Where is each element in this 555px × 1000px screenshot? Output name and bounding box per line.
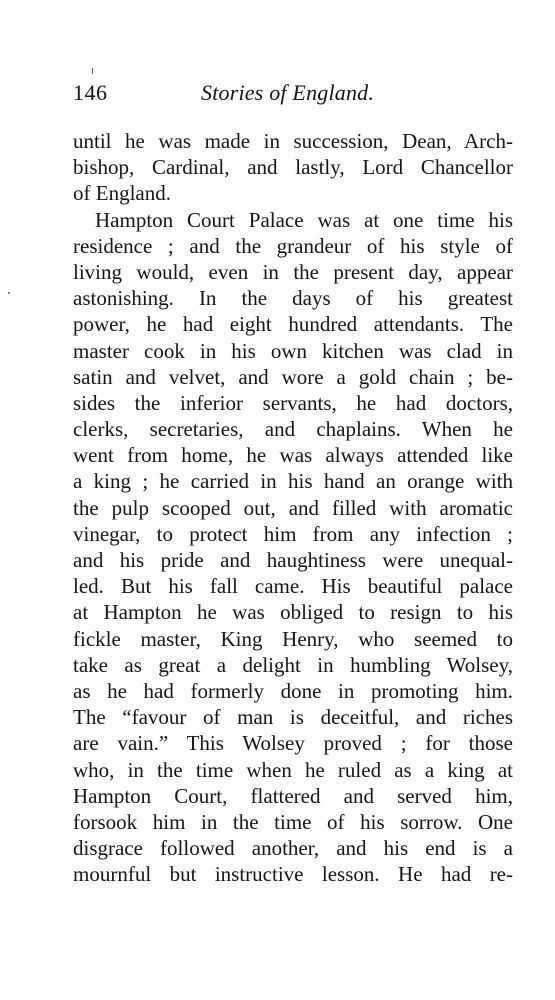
body-text <box>73 128 513 887</box>
text-line: clerks, secretaries, and chaplains. When he <box>73 417 513 442</box>
paper-speck <box>8 292 10 294</box>
text-line: fickle master, King Henry, who seemed to <box>73 626 513 651</box>
text-line: residence ; and the grandeur of his style of <box>73 233 513 258</box>
text-line: Hampton Court, flattered and served him, <box>73 783 513 808</box>
text-line: forsook him in the time of his sorrow. One <box>73 809 513 834</box>
text-line: went from home, he was always attended like <box>73 443 513 468</box>
text-line: satin and velvet, and wore a gold chain ; be- <box>73 364 513 389</box>
text-line: vinegar, to protect him from any infection ; <box>73 521 513 546</box>
text-line: who, in the time when he ruled as a king at <box>73 757 513 782</box>
text-line: as he had formerly done in promoting him. <box>73 678 513 703</box>
paper-speck <box>92 68 93 74</box>
text-line: and his pride and haughtiness were unequal- <box>73 548 513 572</box>
page-number: 146 <box>73 80 108 105</box>
text-line: Hampton Court Palace was at one time his <box>95 207 513 232</box>
text-line: mournful but instructive lesson. He had re- <box>73 862 513 887</box>
text-line: of England. <box>73 181 171 206</box>
text-line: led. But his fall came. His beautiful palace <box>73 574 513 599</box>
text-line: take as great a delight in humbling Wolsey, <box>73 652 513 677</box>
running-title: Stories of England. <box>201 80 375 105</box>
text-line: at Hampton he was obliged to resign to his <box>73 600 513 625</box>
text-line: The “favour of man is deceitful, and riches <box>73 705 513 730</box>
text-line: disgrace followed another, and his end is a <box>73 836 513 861</box>
text-line: the pulp scooped out, and filled with aromatic <box>73 495 513 520</box>
text-line: sides the inferior servants, he had doctors, <box>73 390 513 415</box>
text-line: bishop, Cardinal, and lastly, Lord Chancellor <box>73 155 513 180</box>
text-line: are vain.” This Wolsey proved ; for those <box>73 731 513 756</box>
text-line: master cook in his own kitchen was clad in <box>73 338 513 363</box>
text-line: power, he had eight hundred attendants. The <box>73 312 513 337</box>
text-line: until he was made in succession, Dean, Arch- <box>73 129 513 153</box>
text-line: astonishing. In the days of his greatest <box>73 286 513 311</box>
text-line: a king ; he carried in his hand an orange with <box>73 469 513 494</box>
text-line: living would, even in the present day, appear <box>73 259 513 284</box>
page-header <box>73 80 513 110</box>
